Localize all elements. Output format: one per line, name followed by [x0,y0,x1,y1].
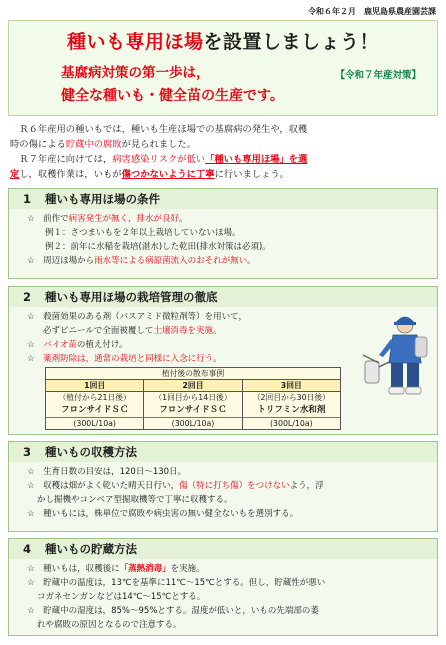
section-heading [9,539,437,559]
list-item: コガネセンガンなどは14℃～15℃とする。 [37,592,206,602]
list-item: 例１：さつまいもを２年以上栽培していないほ場。 [45,228,241,238]
section-number: 1 [23,192,32,206]
highlight-text: 「蒸熱消毒」 [119,564,171,574]
list-item [27,254,437,268]
section-storage-method [8,538,438,636]
text-span: を実施。 [170,564,205,574]
text-span: 。 [247,256,256,266]
table-cell: （植付から21日後） [58,393,131,402]
text-span: 。 [212,326,222,336]
section-field-conditions [8,188,438,279]
highlight-text: 病害発生が無く，排水が良好 [68,214,179,224]
intro-text-span: が見られました。 [121,139,196,150]
section-harvest-method [8,441,438,532]
table-cell: フロンサイドＳＣ [159,405,227,415]
table-cell: （1回目から14日後） [154,393,232,402]
column-header: 3回目 [243,380,340,392]
header-organization: 令和６年２月 鹿児島県農産園芸課 [308,7,436,16]
table-columns [46,380,340,429]
column-header: 2回目 [144,380,241,392]
table-column [46,380,144,429]
table-title: 植付後の散布事例 [46,368,340,380]
list-item [27,212,437,226]
intro-text-span: 時の傷による [10,139,66,150]
section-title: 種いもの収穫方法 [45,445,138,459]
intro-line-1 [10,122,438,137]
text-span: ☆ 前作で [27,214,69,224]
highlight-text: 薬剤防除は，通常の栽培と同様に入念に行う [43,354,214,364]
text-span: 必ずビニールで全面被覆して [43,326,154,336]
banner-subtitle-2: 健全な種いも・健全苗の生産です。 [61,88,284,104]
text-span: ☆ [27,340,44,350]
section-title: 種いも専用ほ場の条件 [45,192,161,206]
text-span: ☆ [27,354,44,364]
highlight-text: 傷（特に打ち傷）をつけない [179,481,290,491]
text-span: よう，浮 [289,481,324,491]
text-span: 。 [213,354,222,364]
highlight-text: 雨水等による病原菌流入のおそれが無い [94,256,248,266]
list-item: ☆ 殺菌効果のある剤（バスアミド微粒剤等）を用いて， [27,312,247,322]
section-heading [9,287,437,307]
intro-text-span: し，収穫作業は，いもが [19,169,122,180]
title-banner [8,20,438,116]
intro-text [10,122,438,182]
section-heading [9,189,437,209]
section-number: 3 [23,445,32,459]
title-rest: を設置しましょう！ [203,31,380,53]
text-span: ☆ 収穫は畑がよく乾いた晴天日行い， [27,481,180,491]
list-item: ☆ 貯蔵中の湿度は，85%～95%とする。湿度が低いと，いもの先端部の萎 [27,606,319,616]
intro-line-4 [10,167,438,182]
intro-text-span: に行いましょう。 [214,169,289,180]
table-cell: トリフミン水和剤 [257,405,326,415]
list-item: かし掘機やコンベア型掘取機等で丁寧に収穫する。 [37,495,233,505]
page-title [9,27,437,54]
section-heading [9,442,437,462]
list-item: 例２：前年に水稲を栽培(湛水)した乾田(排水対策は必須)。 [45,242,271,252]
intro-text-span: Ｒ６年産用の種いもでは，種いも生産ほ場での基腐病の発生や，収穫 [10,124,308,135]
text-span: 。 [178,214,188,224]
text-span: の植え付け。 [76,340,128,350]
intro-line-3 [10,152,438,167]
intro-emphasis: 傷つかないように丁寧 [121,169,215,180]
column-header: 1回目 [46,380,143,392]
table-column [243,380,340,429]
highlight-text: 土壌消毒を実施 [153,326,213,336]
list-item: ☆ 生育日数の目安は，120日～130日。 [27,467,187,477]
list-item [27,479,437,493]
list-item [27,562,437,576]
intro-emphasis: 「種いも専用ほ場」を選 [205,154,308,165]
table-cell: (300L/10a) [243,417,340,429]
intro-emphasis: 定 [10,169,20,180]
spray-schedule-table [45,367,341,430]
intro-line-2 [10,137,438,152]
list-item: ☆ 種いもには，株単位で腐敗や病虫害の無い健全ないもを選別する。 [27,509,299,519]
title-highlight: 種いも専用ほ場 [66,31,204,53]
text-span: ☆ 種いもは，収穫後に [27,564,120,574]
highlight-text: バイオ苗 [43,340,77,350]
section-number: 2 [23,290,32,304]
table-cell: （2回目から30日後） [252,393,330,402]
intro-highlight: 貯蔵中の腐敗 [65,139,122,150]
table-column [144,380,242,429]
section-cultivation-management [8,286,438,435]
table-cell: フロンサイドＳＣ [60,405,129,415]
text-span: ☆ 周辺ほ場から [27,256,95,266]
banner-subtitle-1: 基腐病対策の第一歩は， [61,65,210,81]
intro-highlight: 病害感染リスクが低い [112,154,206,165]
section-title: 種いもの貯蔵方法 [45,542,138,556]
list-item: ☆ 貯蔵中の温度は，13℃を基準に11℃～15℃とする。但し，貯蔵性が悪い [27,578,326,588]
sprayer-farmer-illustration [361,311,433,397]
table-cell: (300L/10a) [46,417,143,429]
year-tag: 【令和７年産対策】 [335,70,421,81]
section-title: 種いも専用ほ場の栽培管理の徹底 [45,290,218,304]
table-cell: (300L/10a) [144,417,241,429]
list-item: れや腐敗の原因となるので注意する。 [37,620,182,630]
section-number: 4 [23,542,32,556]
intro-text-span: Ｒ７年産に向けては， [10,154,113,165]
